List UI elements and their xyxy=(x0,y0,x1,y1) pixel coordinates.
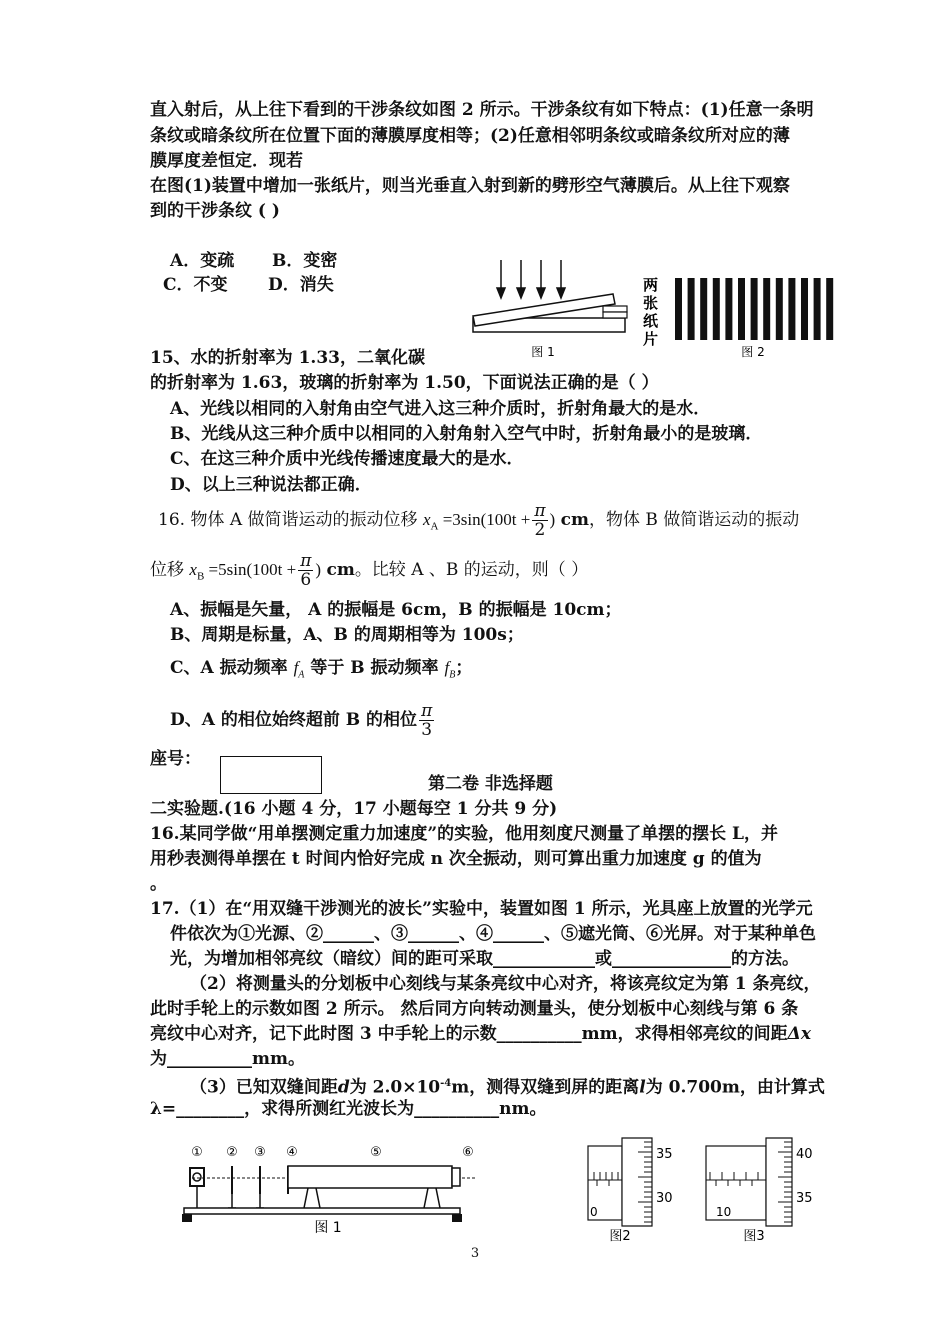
q16-option-c: C、A 振动频率 $f_A$ 等于 B 振动频率 $f_B$； xyxy=(170,658,473,681)
section-title: 第二卷 非选择题 xyxy=(428,774,553,794)
xb-expression: $x_B =5\sin(100t$ + xyxy=(189,560,297,583)
q16-option-d: D、A 的相位始终超前 B 的相位 $\frac{\pi}{3}$ xyxy=(170,701,433,740)
paper-label: 纸 xyxy=(643,312,659,330)
paper-piece xyxy=(603,312,627,318)
micrometer-2-main: 0 xyxy=(590,1205,598,1219)
incident-light-arrows xyxy=(497,260,565,298)
paper-label: 两 xyxy=(643,276,659,294)
q14-line2: 条纹或暗条纹所在位置下面的薄膜厚度相等；(2)任意相邻明条纹或暗条纹所对应的薄 xyxy=(150,126,790,146)
interference-figures xyxy=(465,256,845,362)
fringe-bar xyxy=(801,278,808,340)
micrometer-3-main: 10 xyxy=(716,1205,732,1219)
unit-cm: cm xyxy=(560,510,589,530)
interference-fringes xyxy=(675,278,833,340)
fringe-bar xyxy=(700,278,707,340)
figure-2-caption: 图2 xyxy=(609,1229,631,1244)
q17-line1: 17.（1）在“用双缝干涉测光的波长”实验中，装置如图 1 所示，光具座上放置的光学元 xyxy=(150,899,813,919)
light-source xyxy=(190,1168,204,1186)
q16b-line2: 用秒表测得单摆在 t 时间内恰好完成 n 次全振动，则可算出重力加速度 g 的值为 xyxy=(150,849,762,869)
figure-1-caption: 图 1 xyxy=(314,1220,342,1236)
q17-line4: （2）将测量头的分划板中心刻线与某条亮纹中心对齐，将该亮纹定为第 1 条亮纹， xyxy=(190,974,821,994)
figure-3-caption: 图3 xyxy=(743,1229,765,1244)
q17-line3: 光，为增加相邻亮纹（暗纹）间的距可采取____________或______________的方法。 xyxy=(170,949,799,969)
micrometer-figure-2 xyxy=(580,1132,690,1244)
q15-option-b: B、光线从这三种介质中以相同的入射角射入空气中时，折射角最小的是玻璃． xyxy=(170,424,763,444)
apparatus-labels xyxy=(191,1145,474,1160)
apparatus-label: ⑥ xyxy=(462,1145,474,1160)
fringe-bar xyxy=(763,278,770,340)
screen xyxy=(452,1168,460,1186)
fringe-bar xyxy=(776,278,783,340)
micrometer-2-tick: 30 xyxy=(656,1191,673,1206)
apparatus-label: ① xyxy=(191,1145,203,1160)
q16b-line1: 16.某同学做“用单摆测定重力加速度”的实验，他用刻度尺测量了单摆的摆长 L，并 xyxy=(150,824,779,844)
micrometer-3-tick: 40 xyxy=(796,1147,813,1162)
section-header: 二实验题.(16 小题 4 分，17 小题每空 1 分共 9 分) xyxy=(150,799,558,819)
fringe-bar xyxy=(814,278,821,340)
q16-option-a: A、振幅是矢量， A 的振幅是 6cm，B 的振幅是 10cm； xyxy=(170,600,622,620)
q16-line1: 16. 物体 A 做简谐运动的振动位移 $x_A =3\sin(100t$ + $\frac{\pi}{2}$ ) cm，物体 B 做简谐运动的振动 xyxy=(158,501,800,540)
q14-option-d: D．消失 xyxy=(268,275,334,295)
pi-over-6: $\frac{\pi}{6}$ xyxy=(300,551,312,590)
q16-line2: 位移 $x_B =5\sin(100t$ + $\frac{\pi}{6}$ ) cm。比较 A 、B 的运动，则（ ） xyxy=(150,551,589,590)
page-number: 3 xyxy=(470,1246,480,1261)
fringe-bar xyxy=(751,278,758,340)
paper-label: 张 xyxy=(643,294,659,312)
q17-line6: 亮纹中心对齐，记下此时图 3 中手轮上的示数__________mm，求得相邻亮纹的间距Δx xyxy=(150,1024,811,1044)
apparatus-label: ④ xyxy=(286,1145,298,1160)
apparatus-label: ② xyxy=(226,1145,238,1160)
optical-bench xyxy=(184,1208,460,1214)
q15-option-a: A、光线以相同的入射角由空气进入这三种介质时，折射角最大的是水． xyxy=(170,399,711,419)
q14-option-c: C．不变 xyxy=(163,275,228,295)
q17-line5: 此时手轮上的示数如图 2 所示。 然后同方向转动测量头，使分划板中心刻线与第 6 条 xyxy=(150,999,799,1019)
pi-over-2: $\frac{\pi}{2}$ xyxy=(534,501,546,540)
xa-expression: $x_A =3\sin(100t$ + xyxy=(422,510,531,533)
double-slit-apparatus xyxy=(180,1138,480,1238)
pi-over-3: $\frac{\pi}{3}$ xyxy=(421,701,433,740)
q14-line3: 膜厚度差恒定．现若 xyxy=(150,151,303,171)
micrometer-2-tick: 35 xyxy=(656,1147,673,1162)
micrometer-figure-3 xyxy=(700,1132,830,1244)
fringe-bar xyxy=(788,278,795,340)
fringe-bar xyxy=(713,278,720,340)
q17-line2: 件依次为①光源、②______、③______、④______、⑤遮光筒、⑥光屏。对于某种单色 xyxy=(170,924,816,944)
q17-line8: （3）已知双缝间距d为 $2.0\times 10^{-4}m$，测得双缝到屏的距离l为 0.700m，由计算式 xyxy=(190,1077,825,1098)
q17-line7: 为__________mm。 xyxy=(150,1049,305,1069)
apparatus-label: ③ xyxy=(254,1145,266,1160)
figure-2-label: 图 2 xyxy=(741,345,765,359)
freq-a: $f_A$ xyxy=(293,658,305,681)
figure-1-label: 图 1 xyxy=(531,345,555,359)
q16-intro: 16. 物体 A 做简谐运动的振动位移 xyxy=(158,510,418,530)
fringe-bar xyxy=(826,278,833,340)
fringe-bar xyxy=(675,278,682,340)
q14-line1: 直入射后，从上往下看到的干涉条纹如图 2 所示。干涉条纹有如下特点：(1)任意一条明 xyxy=(150,100,814,120)
paper-piece xyxy=(603,306,627,312)
q14-line4: 在图(1)装置中增加一张纸片，则当光垂直入射到新的劈形空气薄膜后。从上往下观察 xyxy=(150,176,790,196)
q16-option-b: B、周期是标量，A、B 的周期相等为 100s； xyxy=(170,625,524,645)
paper-label: 片 xyxy=(643,330,659,348)
fringe-bar xyxy=(688,278,695,340)
fringe-bar xyxy=(738,278,745,340)
light-shield-tube xyxy=(288,1166,452,1188)
seat-number-box[interactable] xyxy=(220,756,322,794)
q14-option-b: B．变密 xyxy=(272,251,338,271)
q15-option-d: D、以上三种说法都正确． xyxy=(170,475,372,495)
q15-line1: 15、水的折射率为 1.33，二氧化碳 xyxy=(150,348,425,368)
q14-line5: 到的干涉条纹 ( ) xyxy=(150,201,280,221)
q16b-line3: 。 xyxy=(150,874,167,894)
fringe-bar xyxy=(725,278,732,340)
seat-label: 座号： xyxy=(150,749,201,769)
q15-option-c: C、在这三种介质中光线传播速度最大的是水． xyxy=(170,449,524,469)
freq-b: $f_B$ xyxy=(444,658,456,681)
q16-mid: ，物体 B 做简谐运动的振动 xyxy=(588,510,800,530)
micrometer-3-tick: 35 xyxy=(796,1191,813,1206)
q15-line2: 的折射率为 1.63，玻璃的折射率为 1.50，下面说法正确的是（ ） xyxy=(150,373,659,393)
apparatus-label: ⑤ xyxy=(370,1145,382,1160)
q17-line9: λ=________，求得所测红光波长为__________nm。 xyxy=(150,1099,547,1119)
q14-option-a: A．变疏 xyxy=(170,251,235,271)
